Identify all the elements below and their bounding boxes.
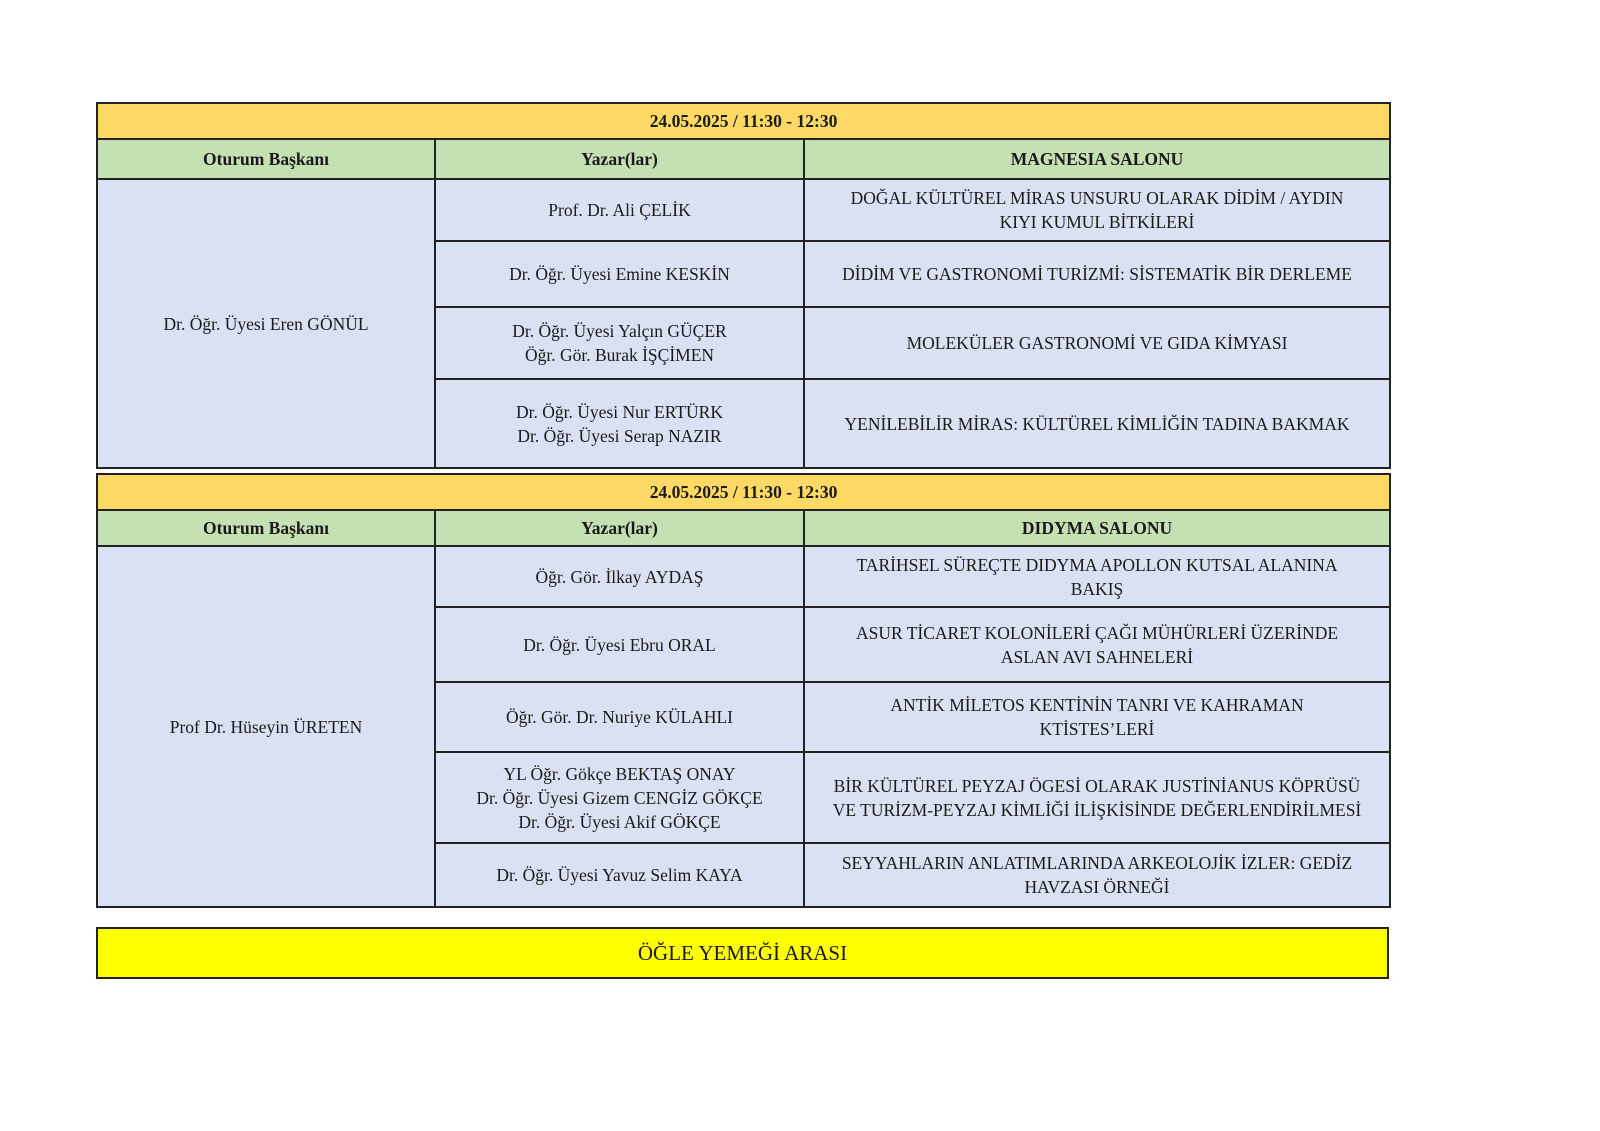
author-name: Dr. Öğr. Üyesi Yavuz Selim KAYA (496, 865, 743, 885)
paper-title (804, 752, 1390, 843)
paper-title-line: KIYI KUMUL BİTKİLERİ (999, 212, 1195, 232)
author-name: Dr. Öğr. Üyesi Akif GÖKÇE (518, 811, 721, 832)
paper-title-line: TARİHSEL SÜREÇTE DIDYMA APOLLON KUTSAL ALANINA (856, 554, 1338, 575)
author-name: YL Öğr. Gökçe BEKTAŞ ONAY (503, 763, 736, 784)
column-header-chair: Oturum Başkanı (97, 139, 435, 179)
paper-title (804, 241, 1390, 307)
paper-authors (435, 843, 804, 907)
session-header-row (97, 139, 1390, 179)
paper-title (804, 379, 1390, 468)
author-name: Dr. Öğr. Üyesi Ebru ORAL (523, 634, 716, 655)
paper-authors (435, 546, 804, 607)
author-name: Dr. Öğr. Üyesi Nur ERTÜRK (516, 401, 723, 422)
paper-authors (435, 607, 804, 682)
author-name: Dr. Öğr. Üyesi Gizem CENGİZ GÖKÇE (476, 787, 763, 808)
paper-title (804, 307, 1390, 379)
author-name: Dr. Öğr. Üyesi Emine KESKİN (509, 264, 730, 284)
paper-title (804, 179, 1390, 241)
paper-title-line: ANTİK MİLETOS KENTİNİN TANRI VE KAHRAMAN (890, 695, 1304, 715)
paper-title-line: ASUR TİCARET KOLONİLERİ ÇAĞI MÜHÜRLERİ ÜZERİNDE (855, 622, 1339, 643)
session-datetime: 24.05.2025 / 11:30 - 12:30 (97, 474, 1390, 510)
lunch-break-banner (96, 927, 1389, 979)
session-header-row (97, 510, 1390, 546)
paper-title-line: ASLAN AVI SAHNELERİ (1000, 646, 1194, 667)
column-header-authors: Yazar(lar) (435, 510, 804, 546)
paper-title-line: SEYYAHLARIN ANLATIMLARINDA ARKEOLOJİK İZLER: GEDİZ (841, 853, 1353, 873)
session-date-row (97, 103, 1390, 139)
session-table-magnesia (96, 102, 1391, 469)
table-row (97, 179, 1390, 241)
paper-title (804, 843, 1390, 907)
column-header-chair: Oturum Başkanı (97, 510, 435, 546)
paper-title-line: DİDİM VE GASTRONOMİ TURİZMİ: SİSTEMATİK BİR DERLEME (842, 264, 1352, 284)
paper-title-line: VE TURİZM-PEYZAJ KİMLİĞİ İLİŞKİSİNDE DEĞERLENDİRİLMESİ (832, 799, 1362, 820)
session-chair: Dr. Öğr. Üyesi Eren GÖNÜL (97, 179, 435, 468)
author-name: Dr. Öğr. Üyesi Serap NAZIR (517, 425, 722, 446)
paper-title-line: YENİLEBİLİR MİRAS: KÜLTÜREL KİMLİĞİN TADINA BAKMAK (844, 413, 1350, 434)
paper-authors (435, 179, 804, 241)
paper-authors (435, 752, 804, 843)
paper-title (804, 682, 1390, 752)
column-header-authors: Yazar(lar) (435, 139, 804, 179)
paper-title-line: DOĞAL KÜLTÜREL MİRAS UNSURU OLARAK DİDİM / AYDIN (850, 188, 1344, 208)
paper-title-line: HAVZASI ÖRNEĞİ (1024, 877, 1170, 897)
paper-title (804, 546, 1390, 607)
table-row (97, 546, 1390, 607)
session-table-didyma (96, 473, 1391, 908)
paper-title-line: KTİSTES’LERİ (1039, 719, 1155, 739)
column-header-hall: DIDYMA SALONU (804, 510, 1390, 546)
paper-authors (435, 682, 804, 752)
column-header-hall: MAGNESIA SALONU (804, 139, 1390, 179)
paper-title-line: MOLEKÜLER GASTRONOMİ VE GIDA KİMYASI (906, 333, 1288, 353)
author-name: Öğr. Gör. İlkay AYDAŞ (535, 566, 704, 587)
author-name: Prof. Dr. Ali ÇELİK (548, 200, 691, 220)
lunch-break-label: ÖĞLE YEMEĞİ ARASI (637, 940, 848, 965)
session-chair: Prof Dr. Hüseyin ÜRETEN (97, 546, 435, 907)
author-name: Öğr. Gör. Burak İŞÇİMEN (524, 345, 715, 365)
author-name: Dr. Öğr. Üyesi Yalçın GÜÇER (512, 321, 727, 341)
paper-authors (435, 307, 804, 379)
session-date-row (97, 474, 1390, 510)
paper-authors (435, 379, 804, 468)
paper-title-line: BAKIŞ (1070, 578, 1124, 599)
session-datetime: 24.05.2025 / 11:30 - 12:30 (97, 103, 1390, 139)
paper-title-line: BİR KÜLTÜREL PEYZAJ ÖGESİ OLARAK JUSTİNİANUS KÖPRÜSÜ (833, 775, 1361, 796)
paper-authors (435, 241, 804, 307)
author-name: Öğr. Gör. Dr. Nuriye KÜLAHLI (506, 707, 733, 727)
paper-title (804, 607, 1390, 682)
